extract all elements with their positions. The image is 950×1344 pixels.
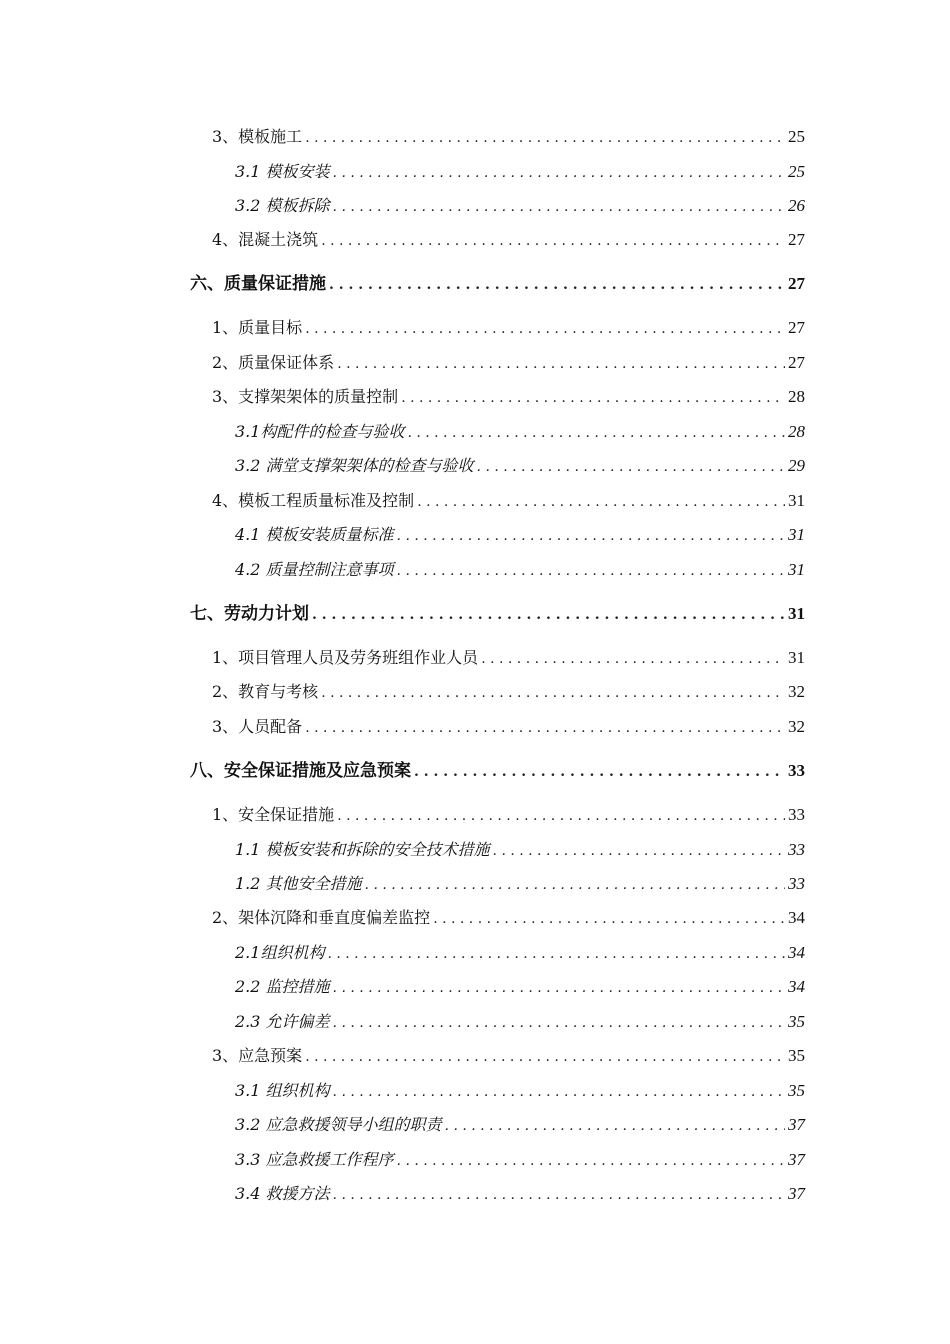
toc-entry[interactable] (212, 1045, 805, 1068)
toc-page-number: 35 (788, 1081, 805, 1100)
toc-page-number: 25 (788, 162, 805, 181)
toc-entry-title: 2.3 允许偏差 (235, 1012, 330, 1031)
toc-subentry[interactable] (235, 1149, 805, 1172)
toc-subentry[interactable] (235, 161, 805, 184)
toc-entry-title: 3.2 满堂支撑架架体的检查与验收 (235, 456, 474, 475)
toc-dot-leader (305, 716, 785, 739)
toc-dot-leader (321, 681, 785, 704)
toc-subentry[interactable] (235, 559, 805, 582)
toc-dot-leader (312, 603, 785, 626)
toc-entry-title: 4.2 质量控制注意事项 (235, 560, 394, 579)
toc-dot-leader (333, 976, 785, 999)
toc-page-number: 37 (788, 1150, 805, 1169)
toc-dot-leader (397, 1149, 785, 1172)
toc-subentry[interactable] (235, 1080, 805, 1103)
toc-entry[interactable] (212, 229, 805, 252)
toc-dot-leader (365, 873, 785, 896)
toc-page-number: 33 (788, 874, 805, 893)
toc-page-number: 31 (788, 648, 805, 667)
toc-entry-title: 3.2 模板拆除 (235, 196, 330, 215)
toc-dot-leader (445, 1114, 785, 1137)
toc-page-number: 26 (788, 196, 805, 215)
toc-entry-title: 2.2 监控措施 (235, 977, 330, 996)
toc-section-heading[interactable] (190, 603, 805, 626)
toc-entry-title: 1.1 模板安装和拆除的安全技术措施 (235, 840, 490, 859)
toc-page-number: 27 (788, 274, 805, 293)
toc-subentry[interactable] (235, 421, 805, 444)
toc-page-number: 34 (788, 977, 805, 996)
toc-entry[interactable] (212, 317, 805, 340)
toc-entry[interactable] (212, 647, 805, 670)
toc-subentry[interactable] (235, 1011, 805, 1034)
toc-dot-leader (477, 455, 785, 478)
toc-page-number: 28 (788, 422, 805, 441)
toc-dot-leader (321, 229, 785, 252)
toc-subentry[interactable] (235, 839, 805, 862)
toc-entry-title: 六、质量保证措施 (190, 274, 326, 294)
toc-subentry[interactable] (235, 976, 805, 999)
toc-entry-title: 3.1 组织机构 (235, 1081, 330, 1100)
toc-entry[interactable] (212, 681, 805, 704)
toc-dot-leader (337, 804, 785, 827)
toc-entry[interactable] (212, 490, 805, 513)
toc-page-number: 27 (788, 318, 805, 337)
toc-entry-title: 1.2 其他安全措施 (235, 874, 362, 893)
toc-entry-title: 3、人员配备 (212, 717, 303, 736)
toc-subentry[interactable] (235, 873, 805, 896)
toc-entry-title: 七、劳动力计划 (190, 604, 309, 624)
toc-page-number: 33 (788, 761, 805, 780)
toc-page-number: 25 (788, 127, 805, 146)
toc-dot-leader (337, 352, 785, 375)
toc-page-number: 35 (788, 1012, 805, 1031)
toc-entry-title: 3.1构配件的检查与验收 (235, 422, 405, 441)
toc-entry-title: 2、架体沉降和垂直度偏差监控 (212, 908, 431, 927)
toc-page-number: 33 (788, 805, 805, 824)
toc-entry-title: 3.4 救援方法 (235, 1184, 330, 1203)
toc-entry-title: 2、教育与考核 (212, 682, 319, 701)
toc-entry-title: 3、模板施工 (212, 127, 303, 146)
toc-dot-leader (397, 524, 785, 547)
toc-dot-leader (493, 839, 785, 862)
toc-dot-leader (305, 126, 785, 149)
toc-dot-leader (333, 1011, 785, 1034)
toc-entry[interactable] (212, 804, 805, 827)
toc-page-number: 32 (788, 717, 805, 736)
toc-entry-title: 4.1 模板安装质量标准 (235, 525, 394, 544)
toc-entry[interactable] (212, 716, 805, 739)
toc-entry-title: 4、模板工程质量标准及控制 (212, 491, 415, 510)
toc-dot-leader (327, 942, 785, 965)
toc-entry-title: 3.3 应急救援工作程序 (235, 1150, 394, 1169)
toc-entry-title: 2.1组织机构 (235, 943, 325, 962)
toc-dot-leader (414, 760, 785, 783)
toc-dot-leader (407, 421, 785, 444)
toc-subentry[interactable] (235, 942, 805, 965)
toc-entry-title: 4、混凝土浇筑 (212, 230, 319, 249)
toc-page-number: 35 (788, 1046, 805, 1065)
toc-subentry[interactable] (235, 524, 805, 547)
toc-section-heading[interactable] (190, 760, 805, 783)
toc-page-number: 37 (788, 1115, 805, 1134)
toc-dot-leader (481, 647, 785, 670)
toc-entry-title: 1、项目管理人员及劳务班组作业人员 (212, 648, 479, 667)
toc-dot-leader (329, 273, 785, 296)
toc-page-number: 31 (788, 525, 805, 544)
toc-page-number: 32 (788, 682, 805, 701)
toc-page-number: 29 (788, 456, 805, 475)
toc-page-number: 27 (788, 353, 805, 372)
toc-entry-title: 1、安全保证措施 (212, 805, 335, 824)
toc-dot-leader (333, 1080, 785, 1103)
toc-page-number: 31 (788, 491, 805, 510)
toc-dot-leader (333, 1183, 785, 1206)
toc-dot-leader (305, 317, 785, 340)
toc-entry-title: 2、质量保证体系 (212, 353, 335, 372)
toc-page-number: 31 (788, 560, 805, 579)
toc-entry[interactable] (212, 907, 805, 930)
toc-page-number: 31 (788, 604, 805, 623)
toc-dot-leader (305, 1045, 785, 1068)
toc-subentry[interactable] (235, 195, 805, 218)
toc-page-number: 28 (788, 387, 805, 406)
toc-page-number: 37 (788, 1184, 805, 1203)
toc-page-number: 34 (788, 943, 805, 962)
toc-entry-title: 1、质量目标 (212, 318, 303, 337)
toc-entry-title: 八、安全保证措施及应急预案 (190, 761, 411, 781)
toc-section-heading[interactable] (190, 273, 805, 296)
toc-page-number: 33 (788, 840, 805, 859)
toc-dot-leader (417, 490, 785, 513)
toc-dot-leader (433, 907, 785, 930)
toc-dot-leader (333, 161, 785, 184)
toc-dot-leader (401, 386, 785, 409)
toc-entry[interactable] (212, 352, 805, 375)
toc-entry-title: 3、应急预案 (212, 1046, 303, 1065)
toc-entry-title: 3、支撑架架体的质量控制 (212, 387, 399, 406)
toc-page-number: 34 (788, 908, 805, 927)
toc-entry-title: 3.2 应急救援领导小组的职责 (235, 1115, 442, 1134)
toc-page-number: 27 (788, 230, 805, 249)
toc-subentry[interactable] (235, 1183, 805, 1206)
toc-subentry[interactable] (235, 455, 805, 478)
toc-entry-title: 3.1 模板安装 (235, 162, 330, 181)
toc-subentry[interactable] (235, 1114, 805, 1137)
toc-dot-leader (397, 559, 785, 582)
toc-entry[interactable] (212, 126, 805, 149)
toc-dot-leader (333, 195, 785, 218)
toc-entry[interactable] (212, 386, 805, 409)
